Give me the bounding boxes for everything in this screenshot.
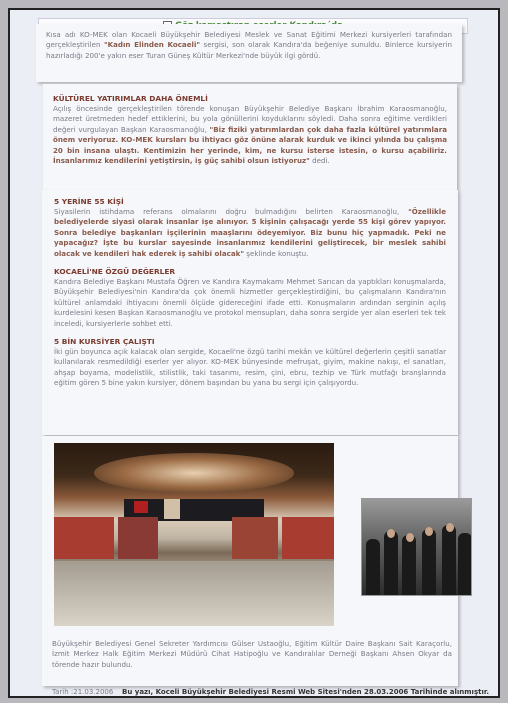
intro-text: Kısa adı KO-MEK olan Kocaeli Büyükşehir Belediyesi Meslek ve Sanat Eğitimi Merkezi kursiyerleri tarafından gerçekleştirilen: [46, 30, 452, 50]
source-note: Bu yazı, Koceli Büyükşehir Belediyesi Resmi Web Sitesi'nden 28.03.2006 Tarihinde alınmıştır.: [122, 688, 489, 696]
date-label: Tarih :21.03.2006: [52, 688, 114, 696]
ribbon-cutting-photo: [361, 498, 472, 596]
section1-text: Açılış öncesinde gerçekleştirilen törende konuşan Büyükşehir Belediye Başkanı İbrahim Karaosmanoğlu, mazeret üretmeden hedef ettiklerini, bu yola gönüllerini koyduklarını söyledi. Daha sonra eğitime verdikleri değeri vurgulayan Başkan Karaosmanoğlu,: [53, 104, 447, 134]
section2-tail: şeklinde konuştu.: [244, 248, 309, 258]
intro-clipping: [36, 24, 462, 82]
section1-quote: "Biz fiziki yatırımlardan çok daha fazla kültürel yatırımlara önem veriyoruz. KO-MEK kursları bu ihtiyacı göz önüne alarak kurduk ve ikinci yılında bu çalışma 20 bin insana ulaştı. Kentimizin her yerinde, kim, ne kursu isterse istesin, o kursu açabiliriz. İnsanlarımız kendilerini yetiştirsin, iş güç sahibi olsun istiyoruz": [53, 124, 448, 166]
section1-tail: dedi.: [309, 156, 330, 166]
section1-heading: KÜLTÜREL YATIRIMLAR DAHA ÖNEMLİ: [53, 94, 208, 103]
section3-paragraph: Kandıra Belediye Başkanı Mustafa Öğren ve Kandıra Kaymakamı Mehmet Sarıcan da yaptıkları konuşmalarda, Büyükşehir Belediyesi'nin Kandıra'da çok önemli hizmetler gerçekleştirdiğini, bu çalışmaların Kandıra'nın kültürel anlamdaki ihtiyacını önemli ölçüde gidereceğini ifade etti. Konuşmaların ardından serginin açılış kurdelesini kesen Başkan Karaosmanoğlu ve protokol mensupları, daha sonra sergide yer alan eserleri tek tek inceledi, kursiyerlerle sohbet etti.: [54, 277, 446, 328]
section4-paragraph: İki gün boyunca açık kalacak olan sergide, Kocaeli'ne özgü tarihi mekân ve kültürel değerlerin çeşitli sanatlar kullanılarak resmedildiği eserler yer alıyor. KO-MEK bünyesinde mefruşat, giyim, makine nakışı, el sanatları, ahşap boyama, modelistlik, stilistlik, taki tasarımı, resim, çini, ebru, tezhip ve Türk mutfağı branşlarında eğitim gören 5 bine yakın kursiyer, dönem başından bu yana bu sergi için çalışıyordu.: [54, 347, 446, 388]
section1-paragraph: [53, 104, 447, 166]
section1-clipping: [43, 84, 457, 190]
section2-quote: "Özellikle belediyelerde siyasi olarak insanlar işe alınıyor. 5 kişinin çalışacağı yerde 55 kişi görev yapıyor. Sonra belediye başkanları işçilerinin maaşlarını ödeyemiyor. Biz bunu hiç yapmadık. Peki ne yapacağız? İşte bu kurslar sayesinde insanlarımız kendilerini geliştirecek, bir meslek sahibi olacak ve kendileri hak ederek iş sahibi olacak": [54, 207, 446, 258]
intro-bold: "Kadın Elinden Kocaeli": [103, 40, 201, 50]
intro-text-rest: sergisi, son olarak Kandıra'da beğeniye sunuldu. Binlerce kursiyerin hazırladığı 200'e yakın eser Turan Güneş Kültür Merkezi'nde büyük ilgi gördü.: [46, 40, 452, 60]
section2-heading: 5 YERİNE 55 KİŞİ: [54, 197, 124, 206]
section4-heading: 5 BİN KURSİYER ÇALIŞTI: [54, 337, 155, 347]
section2-text: Siyasilerin istihdama referans olmalarını doğru bulmadığını belirten Karaosmanoğlu,: [54, 207, 409, 216]
intro-paragraph: [46, 30, 452, 61]
section2-paragraph: [54, 207, 446, 259]
exhibition-hall-photo: [54, 443, 334, 626]
section3-heading: KOCAELİ'NE ÖZGÜ DEĞERLER: [54, 267, 176, 277]
photo-caption: Büyükşehir Belediyesi Genel Sekreter Yardımcısı Gülser Ustaoğlu, Eğitim Kültür Daire Başkanı Sait Karaçorlu, İzmit Merkez Halk Eğitim Merkezi Müdürü Cihat Hatipoğlu ve Kandıralılar Derneği Başkanı Ahsen Okyar da törende hazır bulundu.: [52, 639, 452, 669]
sections-clipping: [42, 190, 458, 435]
